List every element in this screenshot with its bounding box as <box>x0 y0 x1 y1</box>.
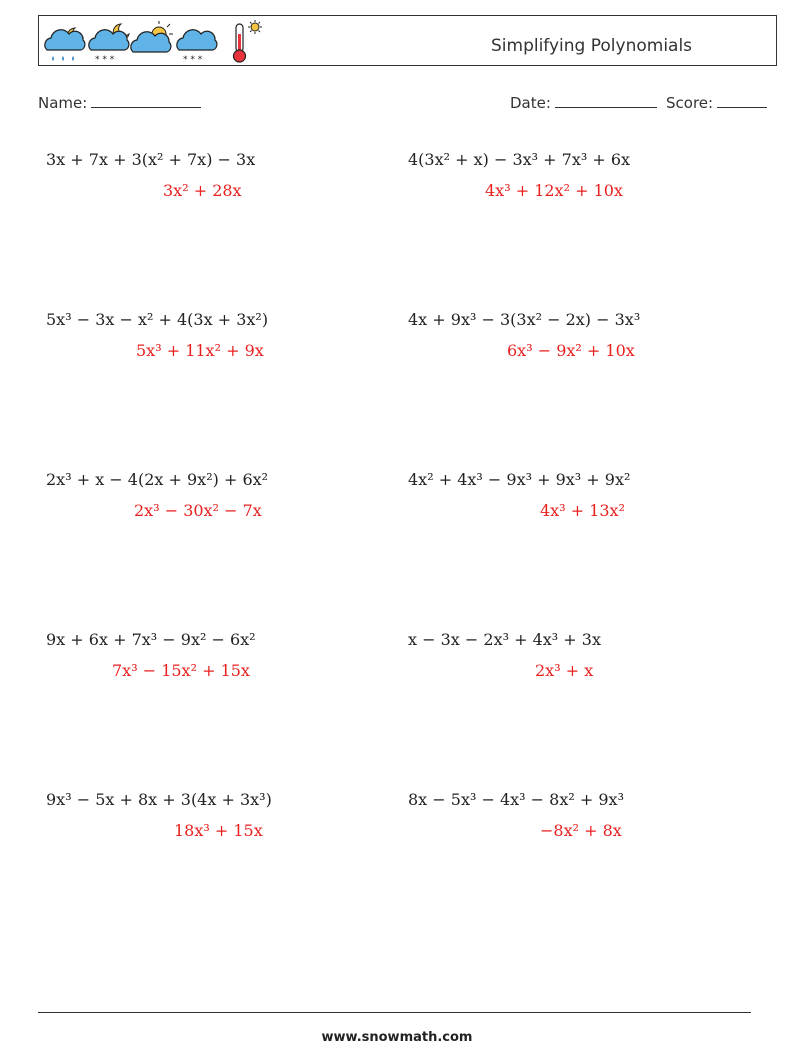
problem-6-question: 4x² + 4x³ − 9x³ + 9x³ + 9x² <box>408 470 631 489</box>
svg-text:* * *: * * * <box>95 55 115 64</box>
problem-2-question: 4(3x² + x) − 3x³ + 7x³ + 6x <box>408 150 631 169</box>
problem-10-question: 8x − 5x³ − 4x³ − 8x² + 9x³ <box>408 790 624 809</box>
problem-8-answer: 2x³ + x <box>535 661 594 680</box>
date-blank[interactable] <box>555 94 657 108</box>
cloud-sun-icon <box>131 21 173 52</box>
svg-text:* * *: * * * <box>183 55 203 64</box>
problem-3-answer: 5x³ + 11x² + 9x <box>136 341 264 360</box>
footer-website[interactable]: www.snowmath.com <box>321 1030 473 1045</box>
problem-8-question: x − 3x − 2x³ + 4x³ + 3x <box>408 630 601 649</box>
problem-7-question: 9x + 6x + 7x³ − 9x² − 6x² <box>46 630 256 649</box>
worksheet-title: Simplifying Polynomials <box>491 36 693 56</box>
problem-10-answer: −8x² + 8x <box>540 821 622 840</box>
date-field <box>510 94 657 112</box>
header-box <box>38 15 777 66</box>
problem-5-answer: 2x³ − 30x² − 7x <box>134 501 262 520</box>
footer-divider <box>38 1012 751 1013</box>
problem-5-question: 2x³ + x − 4(2x + 9x²) + 6x² <box>46 470 269 489</box>
problem-1-answer: 3x² + 28x <box>163 181 242 200</box>
rain-cloud-moon-icon <box>45 28 85 61</box>
snow-cloud-moon-icon <box>89 24 129 64</box>
name-blank[interactable] <box>91 94 201 108</box>
problem-1-question: 3x + 7x + 3(x² + 7x) − 3x <box>46 150 256 169</box>
problem-9-answer: 18x³ + 15x <box>174 821 263 840</box>
name-field <box>38 94 201 112</box>
score-blank[interactable] <box>717 94 767 108</box>
problem-4-answer: 6x³ − 9x² + 10x <box>507 341 635 360</box>
weather-icons <box>41 18 271 64</box>
problem-4-question: 4x + 9x³ − 3(3x² − 2x) − 3x³ <box>408 310 641 329</box>
problem-2-answer: 4x³ + 12x² + 10x <box>485 181 623 200</box>
date-label: Date: <box>510 94 551 112</box>
snow-cloud-icon <box>177 30 217 64</box>
score-field <box>666 94 767 112</box>
thermometer-sun-icon <box>234 20 263 62</box>
problem-6-answer: 4x³ + 13x² <box>540 501 625 520</box>
problem-7-answer: 7x³ − 15x² + 15x <box>112 661 250 680</box>
score-label: Score: <box>666 94 714 112</box>
name-label: Name: <box>38 94 88 112</box>
problem-9-question: 9x³ − 5x + 8x + 3(4x + 3x³) <box>46 790 272 809</box>
problem-3-question: 5x³ − 3x − x² + 4(3x + 3x²) <box>46 310 269 329</box>
